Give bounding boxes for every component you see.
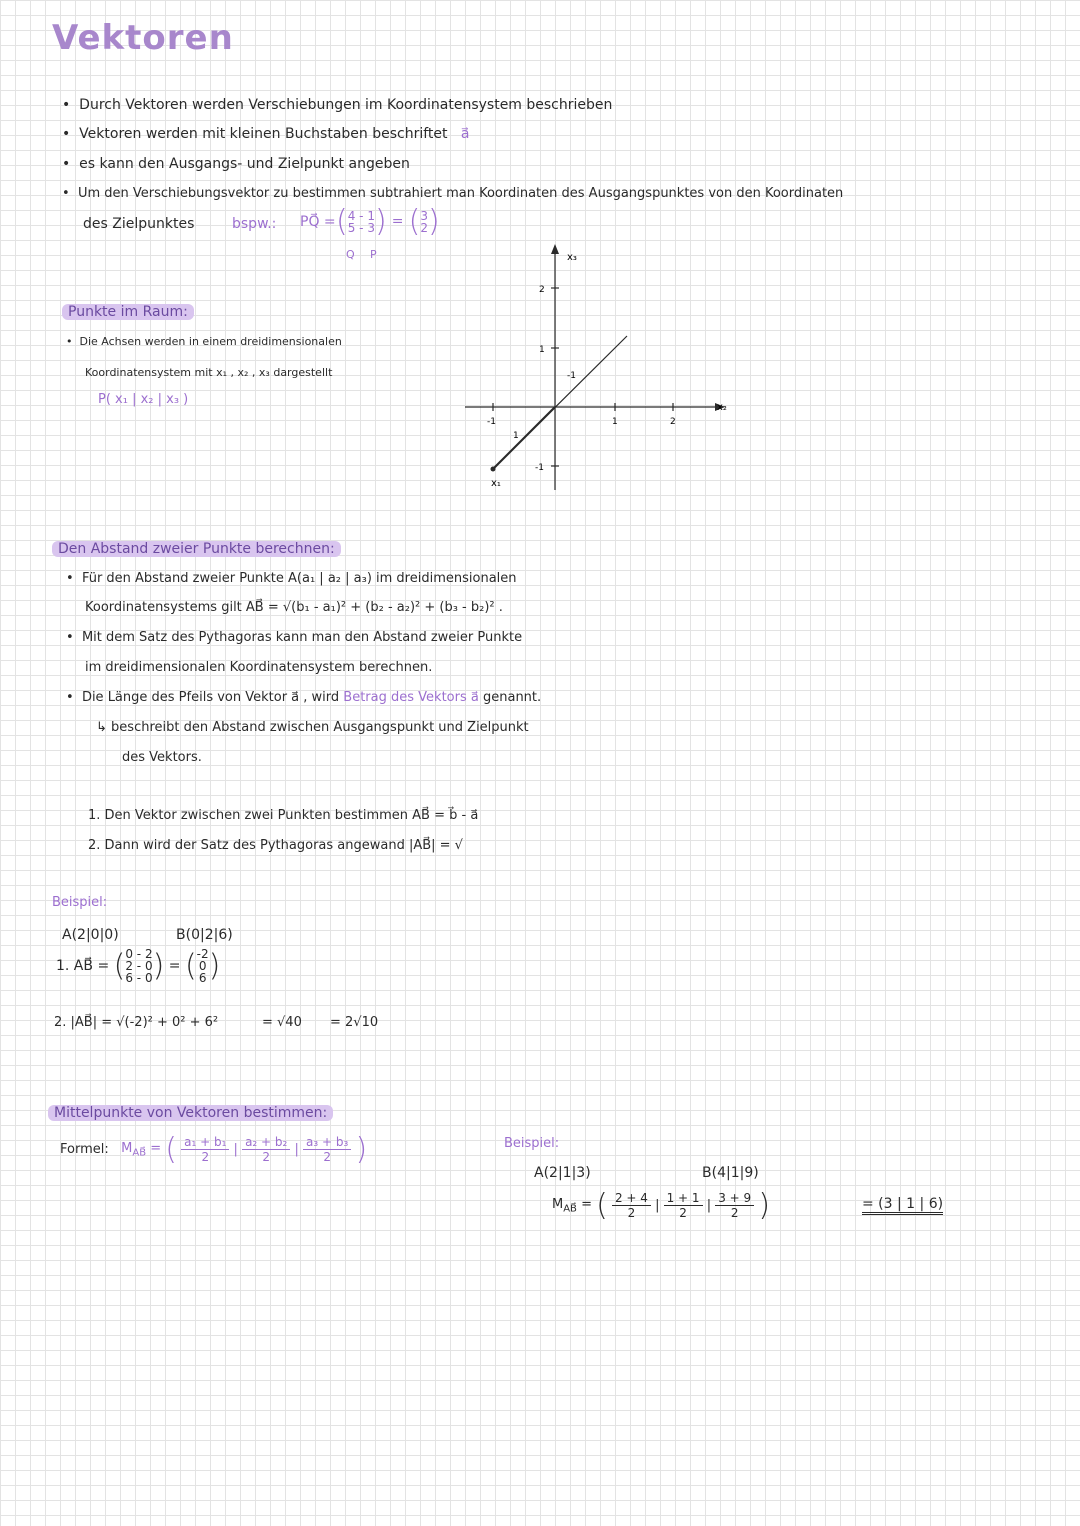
midpoint-heading: Mittelpunkte von Vektoren bestimmen: [48,1105,333,1121]
x2-tick-2: 2 [670,417,676,427]
x3-arrowhead [551,244,559,254]
midpoint-formula-label: Formel: [60,1142,109,1157]
midpoint-example-bar-2: | [706,1198,712,1213]
betrag-term: Betrag des Vektors a⃗ [343,690,479,705]
midpoint-eq: = [150,1140,162,1156]
midpoint-e2-den: 2 [679,1206,687,1220]
midpoint-example-b: B(4|1|9) [702,1165,759,1181]
midpoint-bar-2: | [294,1142,299,1157]
distance-bullet-3-line-2 [96,720,529,735]
midpoint-example-bar-1: | [655,1198,660,1213]
example-heading: Beispiel: [52,895,108,910]
distance-step-2: 2. Dann wird der Satz des Pythagoras angewand |AB⃗| = √ [88,838,463,853]
example-point-b: B(0|2|6) [176,927,233,943]
distance-heading: Den Abstand zweier Punkte berechnen: [52,541,341,557]
distance-bullet-3-line-2-text: beschreibt den Abstand zwischen Ausgangspunkt und Zielpunkt [111,720,529,735]
x3-label: x₃ [567,252,577,263]
midpoint-example-a: A(2|1|3) [534,1165,591,1181]
midpoint-e1-num: 2 + 4 [612,1191,651,1206]
distance-bullet-1-line-2: Koordinatensystems gilt AB⃗ = √(b₁ - a₁)² + (b₂ - a₂)² + (b₃ - b₂)² . [85,600,503,615]
intro-bullet-3-text: es kann den Ausgangs- und Zielpunkt angeben [79,156,410,172]
midpoint-f1-num: a₁ + b₁ [181,1135,229,1150]
example-p: P [370,248,377,261]
example-label: bspw.: [232,216,277,232]
x1-tick-1: 1 [513,431,519,441]
example-row-3: 6 - 0 [125,971,153,985]
midpoint-example-result-text: = (3 | 1 | 6) [862,1196,943,1215]
midpoint-example-eq: = [581,1196,592,1212]
distance-bullet-2: • Mit dem Satz des Pythagoras kann man den Abstand zweier Punkte [66,630,523,645]
midpoint-e2-num: 1 + 1 [664,1191,703,1206]
example-step-1-label: 1. AB⃗ = [56,958,110,974]
intro-bullet-3: • es kann den Ausgangs- und Zielpunkt angeben [62,156,410,172]
midpoint-example-m: M [552,1196,564,1212]
example-step-2-a: = √40 [262,1015,302,1030]
intro-bullet-1: • Durch Vektoren werden Verschiebungen im Koordinatensystem beschrieben [62,97,613,113]
example-row-2: 2 - 0 [125,959,153,973]
example-q: Q [346,248,355,261]
intro-bullet-4: • Um den Verschiebungsvektor zu bestimmen subtrahiert man Koordinaten des Ausgangspunktes von den Koordinaten [62,186,844,201]
example-step-1: 1. AB⃗ = (0 - 2 2 - 0 6 - 0) = (-2 0 6) [56,947,221,985]
x2-tick-m1: -1 [487,417,496,427]
example-result-bottom: 2 [420,220,428,235]
midpoint-f1-den: 2 [201,1150,210,1164]
space-heading: Punkte im Raum: [62,304,194,320]
example-vector: (4 - 1 5 - 3) = (3 2) [336,204,440,239]
distance-step-1: 1. Den Vektor zwischen zwei Punkten bestimmen AB⃗ = b⃗ - a⃗ [88,808,479,823]
midpoint-e3-den: 2 [730,1206,739,1220]
midpoint-f3-num: a₃ + b₃ [303,1135,351,1150]
example-lhs: PQ⃗ = [300,214,336,230]
distance-bullet-3-post: genannt. [482,690,542,705]
midpoint-m-sub: AB⃗ [132,1147,147,1159]
space-line-1: • Die Achsen werden in einem dreidimensionalen [66,335,342,348]
example-step-2-b: = 2√10 [330,1015,379,1030]
midpoint-f2-den: 2 [262,1150,271,1164]
example-top: 4 - 1 [347,208,375,223]
space-line-1-text: Die Achsen werden in einem dreidimensionalen [79,335,342,348]
intro-bullet-1-text: Durch Vektoren werden Verschiebungen im Koordinatensystem beschrieben [79,97,613,113]
intro-bullet-2-text: Vektoren werden mit kleinen Buchstaben beschriftet [79,126,448,142]
distance-bullet-3: • Die Länge des Pfeils von Vektor a⃗ , wird Betrag des Vektors a⃗ genannt. [66,690,542,705]
x3-tick-2: 2 [539,285,545,295]
midpoint-f3-den: 2 [323,1150,331,1164]
intro-continuation: des Zielpunktes [83,216,195,232]
example-equals: = [168,958,181,974]
midpoint-f2-num: a₂ + b₂ [242,1135,290,1150]
midpoint-formula: Formel: $M_{AB⃗}$ = ( $\frac{\text{a₁ + b₁}}{2}$ | $\frac{\text{a₂ + b₂}}{2}$ | $\frac{\text{a₃ + b₃}}{2}$ ) [60,1132,368,1167]
distance-bullet-3-pre: Die Länge des Pfeils von Vektor a⃗ , wird [81,690,340,705]
example-val-2: 0 [198,959,207,973]
example-step-2: 2. |AB⃗| = √(-2)² + 0² + 6² [54,1015,219,1030]
intro-bullet-4-text: Um den Verschiebungsvektor zu bestimmen subtrahiert man Koordinaten des Ausgangspunktes von den Koordinaten [77,186,844,201]
midpoint-m: M [121,1140,133,1156]
arrow-icon: ↳ [96,720,107,735]
x1-label: x₁ [491,478,501,489]
x1-endpoint [491,467,496,472]
midpoint-bar-1: | [233,1142,238,1157]
example-bottom: 5 - 3 [347,220,375,235]
intro-bullet-2: • Vektoren werden mit kleinen Buchstaben beschriftet a⃗ [62,126,470,142]
example-result-top: 3 [420,208,428,223]
example-val-3: 6 [198,971,207,985]
space-line-2: Koordinatensystem mit x₁ , x₂ , x₃ dargestellt [85,366,333,379]
midpoint-example-result [862,1196,943,1212]
x2-tick-1: 1 [612,417,618,427]
coordinate-system-3d [455,240,755,500]
midpoint-example-m-sub: AB⃗ [563,1203,577,1215]
x2-label: x₂ [717,402,727,413]
distance-bullet-2-line-1: Mit dem Satz des Pythagoras kann man den Abstand zweier Punkte [81,630,523,645]
example-row-1: 0 - 2 [125,947,153,961]
distance-bullet-2-line-2: im dreidimensionalen Koordinatensystem berechnen. [85,660,433,675]
space-point: P( x₁ | x₂ | x₃ ) [98,392,189,407]
x1-arrow-segment [493,407,555,469]
midpoint-example-heading: Beispiel: [504,1136,560,1151]
page-title: Vektoren [52,18,234,58]
distance-bullet-1-line-1: Für den Abstand zweier Punkte A(a₁ | a₂ | a₃) im dreidimensionalen [81,571,517,586]
distance-bullet-3-line-3: des Vektors. [122,750,202,765]
x1-tick-m1: -1 [567,371,576,381]
distance-bullet-1: • Für den Abstand zweier Punkte A(a₁ | a₂ | a₃) im dreidimensionalen [66,571,517,586]
x3-tick-1: 1 [539,345,545,355]
x3-tick-m1: -1 [535,463,544,473]
example-val-1: -2 [196,947,209,961]
vector-a-symbol: a⃗ [460,126,470,142]
midpoint-e1-den: 2 [627,1206,636,1220]
midpoint-example-calc: $M_{AB⃗}$ = ( $\frac{2 + 4}{2}$ | $\frac{1 + 1}{2}$ | $\frac{3 + 9}{2}$ ) [552,1188,771,1223]
midpoint-e3-num: 3 + 9 [715,1191,754,1206]
example-point-a: A(2|0|0) [62,927,119,943]
